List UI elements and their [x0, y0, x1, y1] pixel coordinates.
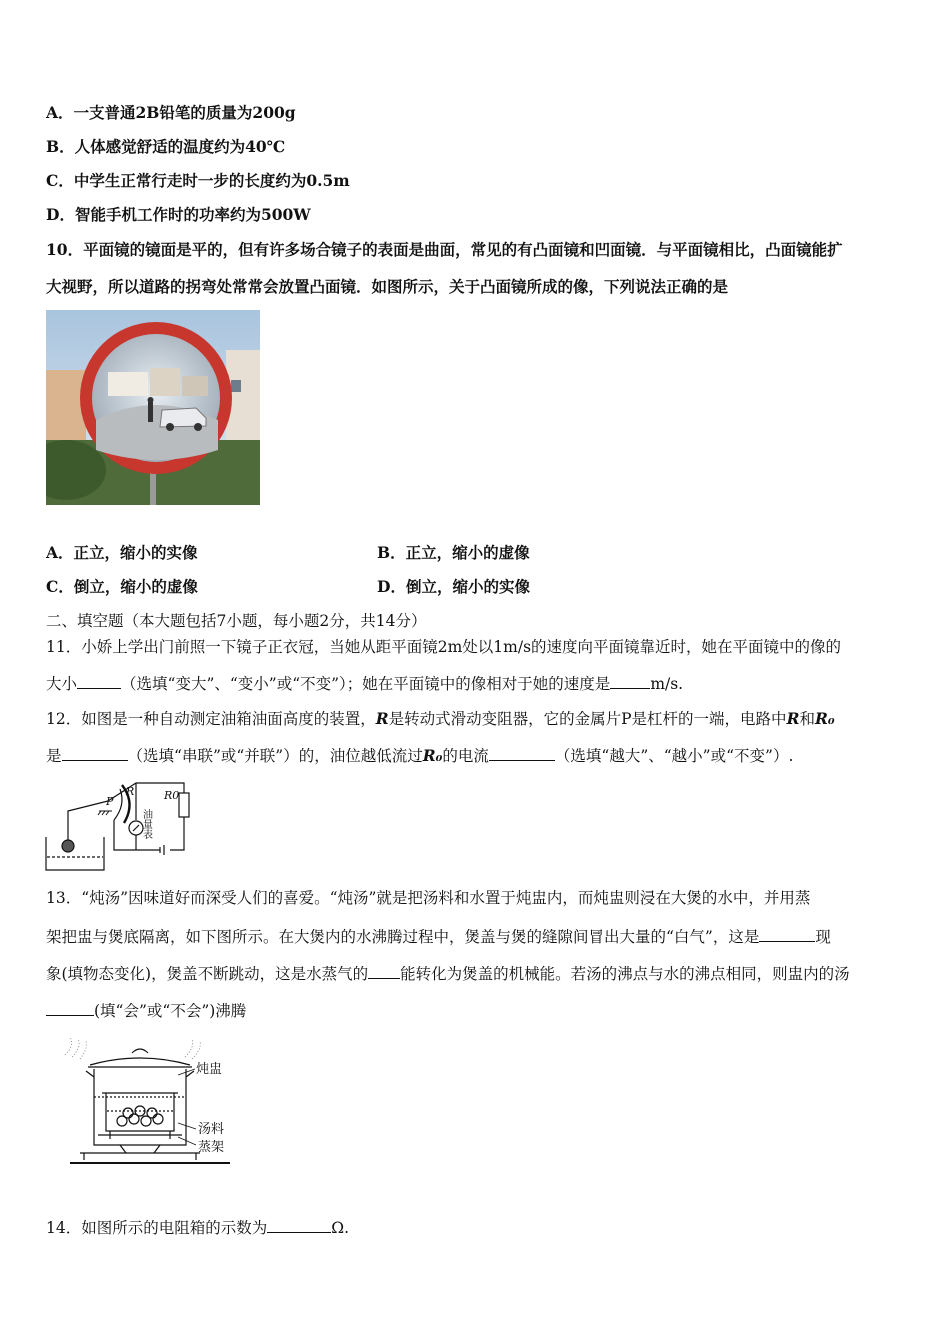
q12-stem-line2 — [46, 746, 793, 766]
q10-option-d: D．倒立，缩小的实像 — [377, 577, 530, 596]
q12-var-r-2: R — [786, 709, 800, 728]
q11-stem-line1: 11．小娇上学出门前照一下镜子正衣冠，当她从距平面镜2m处以1m/s的速度向平面镜靠近时，她在平面镜中的像的 — [46, 638, 842, 656]
q12-text-f: 的电流 — [442, 747, 489, 765]
q14-text: 14．如图所示的电阻箱的示数为 — [46, 1219, 268, 1237]
q13-blank-3[interactable] — [46, 1001, 94, 1016]
q11-blank-2[interactable] — [610, 674, 650, 689]
q12-text-a: 12．如图是一种自动测定油箱油面高度的装置， — [46, 710, 376, 728]
label-r0: R0 — [164, 789, 180, 802]
q9-option-a: A．一支普通2B铅笔的质量为200g — [46, 103, 296, 122]
convex-mirror-photo — [46, 310, 260, 505]
q12-blank-2[interactable] — [489, 746, 555, 761]
label-soup: 汤料 — [198, 1122, 225, 1137]
q12-stem-line1 — [46, 709, 835, 729]
q11-text-a: 大小 — [46, 675, 78, 693]
q12-blank-1[interactable] — [62, 746, 128, 761]
label-p: P — [106, 795, 114, 808]
q9-option-c: C．中学生正常行走时一步的长度约为0.5m — [46, 171, 350, 190]
q13-text-d: 能转化为煲盖的机械能。若汤的沸点与水的沸点相同，则盅内的汤 — [400, 965, 850, 983]
q9-option-b: B．人体感觉舒适的温度约为40℃ — [46, 137, 286, 156]
q13-blank-2[interactable] — [368, 964, 400, 979]
q10-option-a: A．正立，缩小的实像 — [46, 543, 198, 562]
stew-pot-diagram — [60, 1035, 240, 1175]
q10-option-b: B．正立，缩小的虚像 — [377, 543, 530, 562]
q13-stem-line2 — [46, 927, 831, 947]
q11-stem-line2 — [46, 674, 683, 694]
label-meter: 油量表 — [140, 809, 152, 839]
q10-stem-line2: 大视野，所以道路的拐弯处常常会放置凸面镜．如图所示，关于凸面镜所成的像，下列说法正确的是 — [46, 277, 729, 296]
oil-gauge-circuit-diagram — [44, 775, 204, 875]
q14-blank[interactable] — [267, 1218, 331, 1233]
q12-text-c: 和 — [799, 710, 815, 728]
q12-text-d: 是 — [46, 747, 62, 765]
q10-option-c: C．倒立，缩小的虚像 — [46, 577, 198, 596]
q13-text-b: 现 — [815, 928, 831, 946]
q11-text-b: （选填“变大”、“变小”或“不变”）；她在平面镜中的像相对于她的速度是 — [121, 675, 611, 693]
q12-text-b: 是转动式滑动变阻器，它的金属片P是杠杆的一端，电路中 — [388, 710, 787, 728]
q13-text-e: (填“会”或“不会”)沸腾 — [94, 1002, 247, 1020]
q11-text-c: m/s. — [650, 675, 684, 693]
q13-text-c: 象(填物态变化)，煲盖不断跳动，这是水蒸气的 — [46, 965, 369, 983]
q14-unit: Ω. — [331, 1219, 350, 1237]
q12-var-r: R — [375, 709, 389, 728]
q12-var-r0: R₀ — [814, 709, 835, 728]
q14-stem — [46, 1218, 349, 1238]
q12-text-g: （选填“越大”、“越小”或“不变”）. — [554, 747, 794, 765]
q13-text-a: 架把盅与煲底隔离，如下图所示。在大煲内的水沸腾过程中，煲盖与煲的缝隙间冒出大量的“白气”，这是 — [46, 928, 760, 946]
q13-stem-line3 — [46, 964, 850, 984]
q12-text-e: （选填“串联”或“并联”）的，油位越低流过 — [127, 747, 423, 765]
q13-stem-line4 — [46, 1001, 246, 1021]
label-r: R — [126, 785, 135, 798]
q13-stem-line1: 13．“炖汤”因味道好而深受人们的喜爱。“炖汤”就是把汤料和水置于炖盅内，而炖盅则浸在大煲的水中，并用蒸 — [46, 889, 811, 907]
q12-var-r0-2: R₀ — [422, 746, 443, 765]
label-pot: 炖盅 — [196, 1062, 223, 1077]
q10-stem-line1: 10．平面镜的镜面是平的，但有许多场合镜子的表面是曲面，常见的有凸面镜和凹面镜．与平面镜相比，凸面镜能扩 — [46, 240, 843, 259]
q9-option-d: D．智能手机工作时的功率约为500W — [46, 205, 311, 224]
q13-blank-1[interactable] — [759, 927, 815, 942]
q11-blank-1[interactable] — [77, 674, 121, 689]
section-heading: 二、填空题（本大题包括7小题，每小题2分，共14分） — [46, 612, 427, 630]
label-rack: 蒸架 — [198, 1140, 225, 1155]
